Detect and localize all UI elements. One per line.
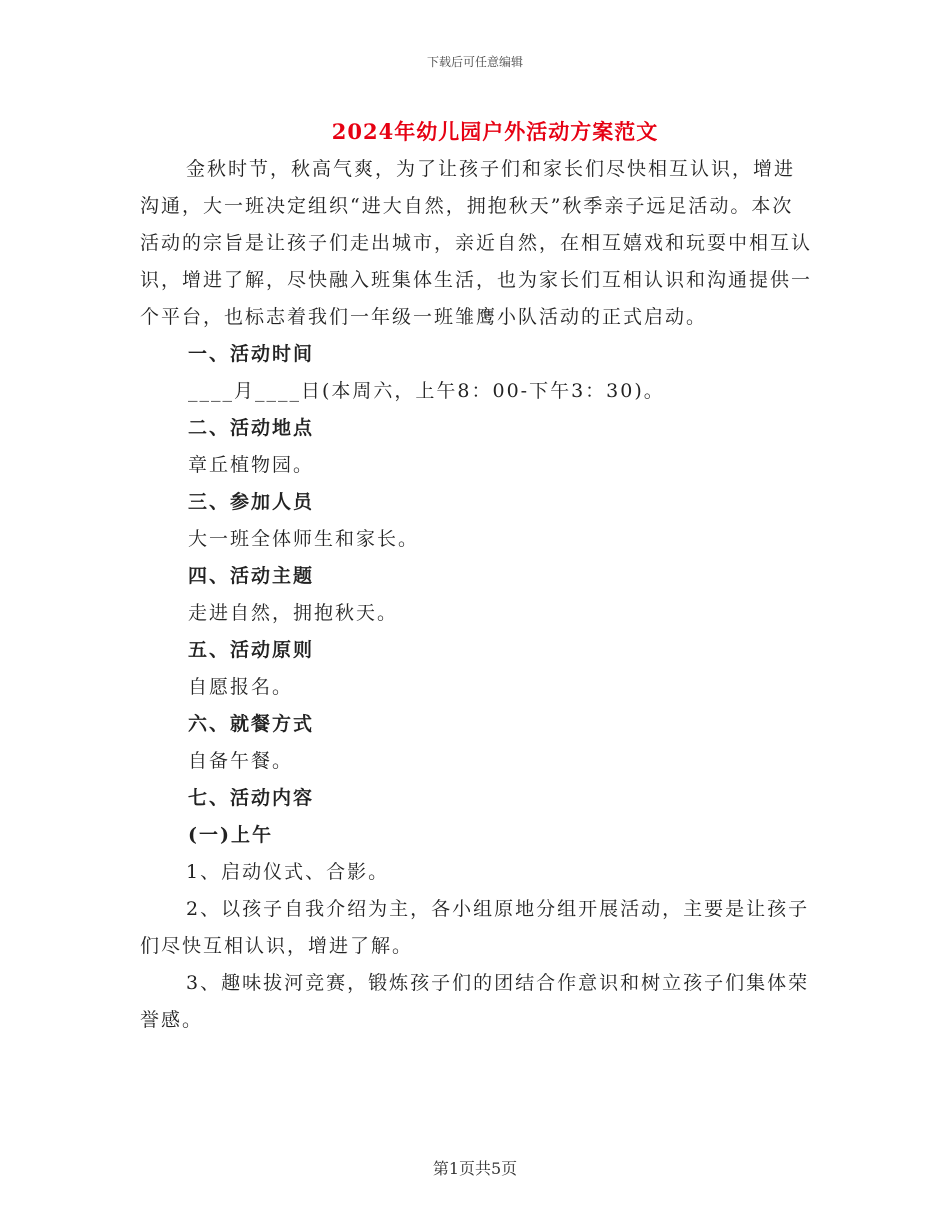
section-heading-theme: 四、活动主题 — [188, 565, 315, 587]
section-heading-location: 二、活动地点 — [188, 417, 315, 439]
content-item-3: 3、趣味拔河竞赛，锻炼孩子们的团结合作意识和树立孩子们集体荣誉感。 — [140, 972, 810, 1031]
section-heading-principle: 五、活动原则 — [188, 639, 315, 661]
page-header-note: 下载后可任意编辑 — [426, 55, 523, 69]
page-number-indicator: 第1页共5页 — [432, 1159, 518, 1178]
section-text-principle: 自愿报名。 — [188, 676, 294, 698]
section-heading-time: 一、活动时间 — [188, 343, 315, 365]
section-text-participants: 大一班全体师生和家长。 — [188, 528, 420, 550]
section-text-meal: 自备午餐。 — [188, 750, 294, 772]
morning-subheading: (一)上午 — [188, 824, 273, 846]
content-item-1: 1、启动仪式、合影。 — [186, 861, 390, 883]
section-heading-content: 七、活动内容 — [188, 787, 315, 809]
section-heading-meal: 六、就餐方式 — [188, 713, 315, 735]
intro-paragraph: 金秋时节，秋高气爽，为了让孩子们和家长们尽快相互认识，增进沟通，大一班决定组织“进大自然，拥抱秋天”秋季亲子远足活动。本次活动的宗旨是让孩子们走出城市，亲近自然，在相互嬉戏和玩耍中相互认识，增进了解，尽快融入班集体生活，也为家长们互相认识和沟通提供一个平台，也标志着我们一年级一班雏鹰小队活动的正式启动。 — [140, 158, 813, 328]
document-body — [140, 151, 812, 1039]
content-item-2: 2、以孩子自我介绍为主，各小组原地分组开展活动，主要是让孩子们尽快互相认识，增进了解。 — [140, 898, 810, 957]
section-text-time: ____月____日(本周六，上午8：00-下午3：30)。 — [188, 380, 665, 402]
section-text-theme: 走进自然，拥抱秋天。 — [188, 602, 399, 624]
document-title: 2024年幼儿园户外活动方案范文 — [331, 119, 659, 144]
section-heading-participants: 三、参加人员 — [188, 491, 315, 513]
section-text-location: 章丘植物园。 — [188, 454, 315, 476]
